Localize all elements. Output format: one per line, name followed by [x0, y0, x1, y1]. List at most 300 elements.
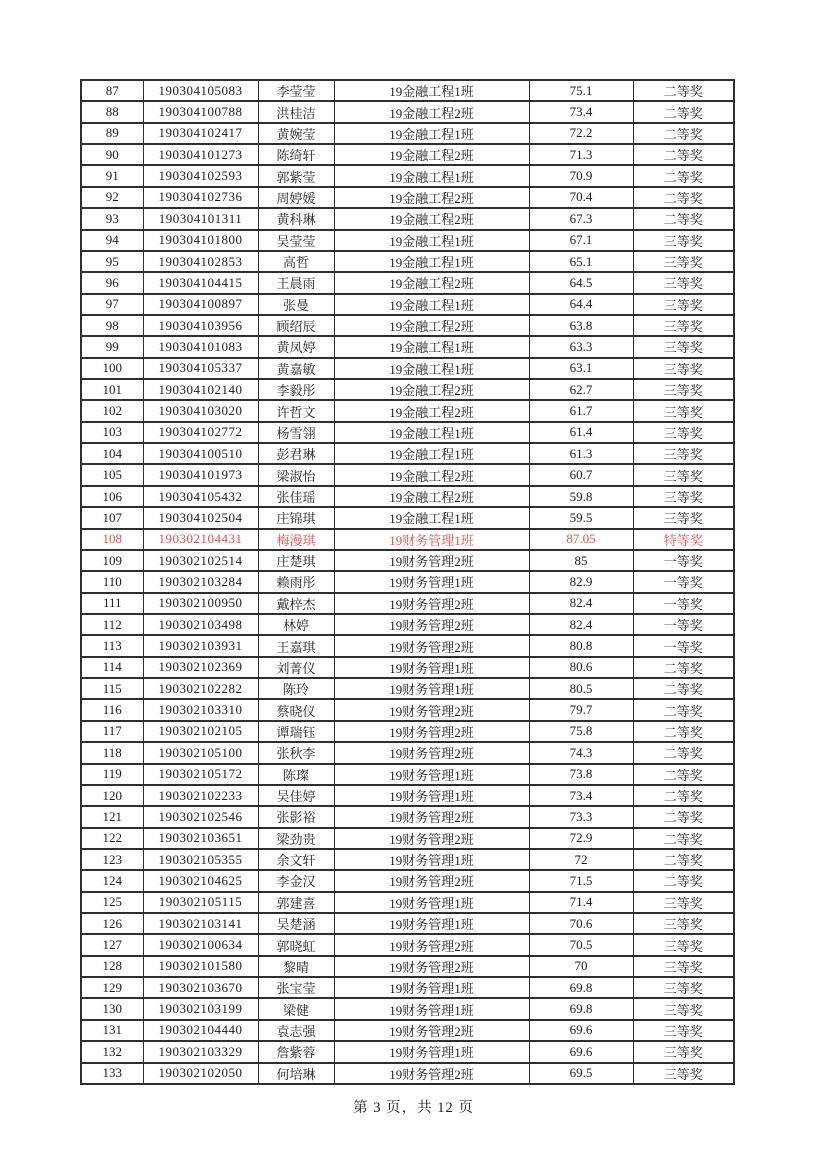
- cell-score: 70.9: [529, 165, 633, 186]
- cell-student-id: 190304102772: [143, 422, 258, 443]
- cell-class-name: 19财务管理1班: [334, 977, 529, 998]
- cell-score: 80.8: [529, 635, 633, 656]
- cell-rank: 133: [81, 1063, 143, 1084]
- cell-rank: 107: [81, 507, 143, 528]
- cell-student-id: 190302103498: [143, 614, 258, 635]
- cell-student-id: 190302102233: [143, 785, 258, 806]
- table-row: [81, 678, 734, 699]
- cell-award: 二等奖: [633, 678, 734, 699]
- cell-name: 王晨雨: [258, 272, 334, 293]
- cell-student-id: 190302103651: [143, 828, 258, 849]
- table-row: [81, 208, 734, 229]
- cell-class-name: 19财务管理1班: [334, 1041, 529, 1062]
- cell-student-id: 190302105172: [143, 764, 258, 785]
- cell-rank: 117: [81, 721, 143, 742]
- cell-name: 王嘉琪: [258, 635, 334, 656]
- cell-student-id: 190304102853: [143, 251, 258, 272]
- table-body: [81, 80, 734, 1084]
- cell-student-id: 190304101083: [143, 336, 258, 357]
- cell-name: 袁志强: [258, 1020, 334, 1041]
- cell-award: 三等奖: [633, 272, 734, 293]
- cell-name: 詹紫蓉: [258, 1041, 334, 1062]
- cell-award: 一等奖: [633, 593, 734, 614]
- cell-score: 69.8: [529, 998, 633, 1019]
- table-row: [81, 657, 734, 678]
- cell-award: 一等奖: [633, 550, 734, 571]
- table-row: [81, 165, 734, 186]
- cell-class-name: 19金融工程1班: [334, 123, 529, 144]
- cell-rank: 101: [81, 379, 143, 400]
- table-row: [81, 315, 734, 336]
- cell-score: 74.3: [529, 742, 633, 763]
- cell-student-id: 190304102736: [143, 187, 258, 208]
- cell-rank: 93: [81, 208, 143, 229]
- cell-name: 何培琳: [258, 1063, 334, 1084]
- cell-class-name: 19金融工程2班: [334, 400, 529, 421]
- cell-class-name: 19财务管理1班: [334, 849, 529, 870]
- cell-award: 二等奖: [633, 123, 734, 144]
- cell-student-id: 190302102369: [143, 657, 258, 678]
- cell-award: 三等奖: [633, 1063, 734, 1084]
- cell-rank: 114: [81, 657, 143, 678]
- cell-name: 郭紫莹: [258, 165, 334, 186]
- cell-class-name: 19财务管理1班: [334, 571, 529, 592]
- cell-name: 郭建喜: [258, 892, 334, 913]
- cell-student-id: 190302104431: [143, 529, 258, 550]
- cell-class-name: 19财务管理2班: [334, 828, 529, 849]
- cell-student-id: 190304100788: [143, 101, 258, 122]
- cell-score: 79.7: [529, 699, 633, 720]
- cell-award: 三等奖: [633, 443, 734, 464]
- table-row: [81, 742, 734, 763]
- table-row: [81, 870, 734, 891]
- cell-score: 64.5: [529, 272, 633, 293]
- table-row: [81, 721, 734, 742]
- table-row: [81, 379, 734, 400]
- cell-student-id: 190304100897: [143, 294, 258, 315]
- cell-score: 82.9: [529, 571, 633, 592]
- cell-class-name: 19财务管理2班: [334, 593, 529, 614]
- cell-class-name: 19财务管理1班: [334, 785, 529, 806]
- cell-score: 72: [529, 849, 633, 870]
- table-row: [81, 849, 734, 870]
- cell-score: 70: [529, 956, 633, 977]
- cell-class-name: 19金融工程1班: [334, 251, 529, 272]
- cell-name: 许哲文: [258, 400, 334, 421]
- cell-award: 二等奖: [633, 699, 734, 720]
- table-row: [81, 144, 734, 165]
- table-row: [81, 1020, 734, 1041]
- cell-student-id: 190304101311: [143, 208, 258, 229]
- cell-student-id: 190302100634: [143, 934, 258, 955]
- cell-class-name: 19财务管理2班: [334, 635, 529, 656]
- cell-name: 梅漫琪: [258, 529, 334, 550]
- cell-rank: 109: [81, 550, 143, 571]
- cell-name: 吴楚涵: [258, 913, 334, 934]
- cell-student-id: 190302104625: [143, 870, 258, 891]
- table-row: [81, 828, 734, 849]
- table-row: [81, 892, 734, 913]
- cell-rank: 122: [81, 828, 143, 849]
- cell-award: 三等奖: [633, 422, 734, 443]
- cell-award: 二等奖: [633, 208, 734, 229]
- table-row: [81, 336, 734, 357]
- cell-name: 吴佳婷: [258, 785, 334, 806]
- table-row: [81, 699, 734, 720]
- cell-rank: 100: [81, 358, 143, 379]
- cell-rank: 119: [81, 764, 143, 785]
- table-row: [81, 785, 734, 806]
- cell-name: 李莹莹: [258, 80, 334, 101]
- cell-student-id: 190304101273: [143, 144, 258, 165]
- cell-score: 82.4: [529, 614, 633, 635]
- table-row: [81, 913, 734, 934]
- cell-rank: 126: [81, 913, 143, 934]
- cell-award: 二等奖: [633, 764, 734, 785]
- cell-rank: 112: [81, 614, 143, 635]
- cell-rank: 94: [81, 230, 143, 251]
- cell-award: 二等奖: [633, 165, 734, 186]
- cell-award: 三等奖: [633, 913, 734, 934]
- cell-class-name: 19财务管理2班: [334, 806, 529, 827]
- cell-score: 71.3: [529, 144, 633, 165]
- cell-class-name: 19财务管理1班: [334, 764, 529, 785]
- cell-award: 三等奖: [633, 1020, 734, 1041]
- cell-class-name: 19财务管理1班: [334, 657, 529, 678]
- cell-award: 三等奖: [633, 251, 734, 272]
- cell-score: 80.6: [529, 657, 633, 678]
- cell-rank: 128: [81, 956, 143, 977]
- cell-name: 梁健: [258, 998, 334, 1019]
- cell-student-id: 190304105432: [143, 486, 258, 507]
- cell-rank: 123: [81, 849, 143, 870]
- table-row: [81, 486, 734, 507]
- cell-score: 61.4: [529, 422, 633, 443]
- cell-student-id: 190302103329: [143, 1041, 258, 1062]
- cell-score: 73.4: [529, 101, 633, 122]
- table-row: [81, 593, 734, 614]
- cell-award: 三等奖: [633, 230, 734, 251]
- page-footer: 第 3 页，共 12 页: [353, 1100, 474, 1116]
- cell-rank: 125: [81, 892, 143, 913]
- cell-award: 二等奖: [633, 870, 734, 891]
- cell-rank: 105: [81, 464, 143, 485]
- table-row: [81, 571, 734, 592]
- cell-name: 张影裕: [258, 806, 334, 827]
- cell-rank: 106: [81, 486, 143, 507]
- cell-name: 黄嘉敏: [258, 358, 334, 379]
- cell-class-name: 19财务管理2班: [334, 721, 529, 742]
- cell-student-id: 190302102546: [143, 806, 258, 827]
- cell-class-name: 19财务管理1班: [334, 892, 529, 913]
- cell-score: 62.7: [529, 379, 633, 400]
- cell-award: 一等奖: [633, 635, 734, 656]
- cell-name: 杨雪翎: [258, 422, 334, 443]
- cell-rank: 111: [81, 593, 143, 614]
- cell-name: 张秋李: [258, 742, 334, 763]
- cell-score: 71.5: [529, 870, 633, 891]
- cell-score: 72.2: [529, 123, 633, 144]
- cell-score: 63.8: [529, 315, 633, 336]
- cell-class-name: 19财务管理2班: [334, 614, 529, 635]
- cell-score: 60.7: [529, 464, 633, 485]
- cell-class-name: 19金融工程2班: [334, 379, 529, 400]
- cell-name: 黄凤婷: [258, 336, 334, 357]
- cell-award: 三等奖: [633, 315, 734, 336]
- cell-score: 75.1: [529, 80, 633, 101]
- cell-rank: 92: [81, 187, 143, 208]
- cell-student-id: 190302102282: [143, 678, 258, 699]
- cell-rank: 118: [81, 742, 143, 763]
- cell-name: 庄楚琪: [258, 550, 334, 571]
- cell-name: 戴梓杰: [258, 593, 334, 614]
- cell-award: 三等奖: [633, 934, 734, 955]
- cell-score: 61.3: [529, 443, 633, 464]
- cell-student-id: 190302105355: [143, 849, 258, 870]
- table-row: [81, 1041, 734, 1062]
- table-row: [81, 956, 734, 977]
- cell-score: 69.6: [529, 1020, 633, 1041]
- cell-score: 65.1: [529, 251, 633, 272]
- cell-award: 三等奖: [633, 486, 734, 507]
- cell-class-name: 19财务管理1班: [334, 998, 529, 1019]
- cell-name: 李金汉: [258, 870, 334, 891]
- table-row: [81, 464, 734, 485]
- cell-rank: 99: [81, 336, 143, 357]
- cell-rank: 129: [81, 977, 143, 998]
- cell-student-id: 190304105083: [143, 80, 258, 101]
- table-row: [81, 251, 734, 272]
- cell-class-name: 19金融工程1班: [334, 294, 529, 315]
- cell-award: 二等奖: [633, 101, 734, 122]
- cell-award: 三等奖: [633, 400, 734, 421]
- cell-student-id: 190304105337: [143, 358, 258, 379]
- cell-name: 余文轩: [258, 849, 334, 870]
- cell-score: 80.5: [529, 678, 633, 699]
- cell-name: 郭晓虹: [258, 934, 334, 955]
- cell-score: 73.8: [529, 764, 633, 785]
- table-row: [81, 80, 734, 101]
- cell-score: 71.4: [529, 892, 633, 913]
- cell-score: 63.1: [529, 358, 633, 379]
- cell-student-id: 190302101580: [143, 956, 258, 977]
- cell-score: 73.3: [529, 806, 633, 827]
- cell-score: 72.9: [529, 828, 633, 849]
- cell-name: 李毅彤: [258, 379, 334, 400]
- cell-rank: 110: [81, 571, 143, 592]
- cell-award: 二等奖: [633, 721, 734, 742]
- cell-class-name: 19财务管理2班: [334, 550, 529, 571]
- cell-award: 二等奖: [633, 187, 734, 208]
- cell-name: 陈璨: [258, 764, 334, 785]
- cell-class-name: 19金融工程2班: [334, 486, 529, 507]
- cell-class-name: 19金融工程2班: [334, 208, 529, 229]
- cell-class-name: 19金融工程1班: [334, 422, 529, 443]
- cell-rank: 108: [81, 529, 143, 550]
- cell-rank: 131: [81, 1020, 143, 1041]
- table-row: [81, 635, 734, 656]
- cell-score: 63.3: [529, 336, 633, 357]
- cell-score: 85: [529, 550, 633, 571]
- table-row: [81, 294, 734, 315]
- table-row: [81, 230, 734, 251]
- table-row: [81, 764, 734, 785]
- cell-rank: 116: [81, 699, 143, 720]
- table-row: [81, 400, 734, 421]
- cell-rank: 132: [81, 1041, 143, 1062]
- cell-class-name: 19金融工程2班: [334, 101, 529, 122]
- cell-class-name: 19金融工程2班: [334, 272, 529, 293]
- cell-award: 二等奖: [633, 806, 734, 827]
- cell-class-name: 19金融工程1班: [334, 507, 529, 528]
- cell-name: 陈绮轩: [258, 144, 334, 165]
- cell-rank: 88: [81, 101, 143, 122]
- cell-name: 庄锦琪: [258, 507, 334, 528]
- cell-student-id: 190302105100: [143, 742, 258, 763]
- cell-student-id: 190304104415: [143, 272, 258, 293]
- cell-rank: 115: [81, 678, 143, 699]
- cell-name: 蔡晓仪: [258, 699, 334, 720]
- cell-student-id: 190302102050: [143, 1063, 258, 1084]
- cell-award: 三等奖: [633, 998, 734, 1019]
- cell-rank: 89: [81, 123, 143, 144]
- cell-student-id: 190304103020: [143, 400, 258, 421]
- cell-class-name: 19财务管理2班: [334, 956, 529, 977]
- table-row: [81, 998, 734, 1019]
- cell-rank: 91: [81, 165, 143, 186]
- cell-class-name: 19金融工程2班: [334, 187, 529, 208]
- table-row: [81, 550, 734, 571]
- cell-student-id: 190304102504: [143, 507, 258, 528]
- cell-rank: 104: [81, 443, 143, 464]
- cell-name: 周婷媛: [258, 187, 334, 208]
- cell-score: 59.8: [529, 486, 633, 507]
- cell-student-id: 190302103670: [143, 977, 258, 998]
- cell-award: 三等奖: [633, 956, 734, 977]
- cell-name: 张宝莹: [258, 977, 334, 998]
- table-row: [81, 422, 734, 443]
- table-row: [81, 507, 734, 528]
- cell-name: 顾绍辰: [258, 315, 334, 336]
- table-row: [81, 934, 734, 955]
- cell-class-name: 19财务管理1班: [334, 678, 529, 699]
- cell-class-name: 19金融工程2班: [334, 144, 529, 165]
- table-row: [81, 614, 734, 635]
- cell-award: 二等奖: [633, 849, 734, 870]
- cell-name: 谭瑞钰: [258, 721, 334, 742]
- cell-student-id: 190304102417: [143, 123, 258, 144]
- cell-student-id: 190302105115: [143, 892, 258, 913]
- table-row: [81, 272, 734, 293]
- table-row: [81, 977, 734, 998]
- cell-award: 二等奖: [633, 144, 734, 165]
- cell-score: 69.6: [529, 1041, 633, 1062]
- cell-score: 82.4: [529, 593, 633, 614]
- cell-rank: 124: [81, 870, 143, 891]
- cell-class-name: 19财务管理2班: [334, 742, 529, 763]
- cell-rank: 87: [81, 80, 143, 101]
- cell-rank: 127: [81, 934, 143, 955]
- cell-rank: 90: [81, 144, 143, 165]
- cell-award: 三等奖: [633, 294, 734, 315]
- cell-rank: 102: [81, 400, 143, 421]
- cell-award: 二等奖: [633, 80, 734, 101]
- cell-student-id: 190302102514: [143, 550, 258, 571]
- table-row: [81, 358, 734, 379]
- cell-score: 61.7: [529, 400, 633, 421]
- cell-rank: 98: [81, 315, 143, 336]
- cell-score: 67.3: [529, 208, 633, 229]
- cell-rank: 97: [81, 294, 143, 315]
- cell-rank: 121: [81, 806, 143, 827]
- cell-award: 二等奖: [633, 785, 734, 806]
- cell-class-name: 19金融工程1班: [334, 80, 529, 101]
- cell-student-id: 190304101973: [143, 464, 258, 485]
- cell-name: 高哲: [258, 251, 334, 272]
- cell-student-id: 190302103141: [143, 913, 258, 934]
- cell-rank: 96: [81, 272, 143, 293]
- cell-score: 70.4: [529, 187, 633, 208]
- cell-award: 三等奖: [633, 379, 734, 400]
- table-row: [81, 443, 734, 464]
- cell-award: 二等奖: [633, 742, 734, 763]
- cell-score: 64.4: [529, 294, 633, 315]
- table-row: [81, 529, 734, 550]
- cell-name: 梁淑怡: [258, 464, 334, 485]
- cell-student-id: 190302103199: [143, 998, 258, 1019]
- cell-award: 一等奖: [633, 614, 734, 635]
- cell-award: 三等奖: [633, 892, 734, 913]
- cell-award: 三等奖: [633, 977, 734, 998]
- cell-class-name: 19金融工程2班: [334, 464, 529, 485]
- table-row: [81, 101, 734, 122]
- cell-award: 三等奖: [633, 358, 734, 379]
- cell-class-name: 19财务管理2班: [334, 870, 529, 891]
- cell-score: 69.5: [529, 1063, 633, 1084]
- cell-rank: 95: [81, 251, 143, 272]
- cell-score: 70.5: [529, 934, 633, 955]
- cell-class-name: 19财务管理1班: [334, 529, 529, 550]
- cell-class-name: 19金融工程1班: [334, 336, 529, 357]
- cell-student-id: 190302104440: [143, 1020, 258, 1041]
- cell-score: 70.6: [529, 913, 633, 934]
- cell-score: 59.5: [529, 507, 633, 528]
- cell-student-id: 190304100510: [143, 443, 258, 464]
- cell-class-name: 19财务管理2班: [334, 1020, 529, 1041]
- cell-class-name: 19财务管理2班: [334, 1063, 529, 1084]
- cell-class-name: 19财务管理2班: [334, 934, 529, 955]
- cell-class-name: 19财务管理1班: [334, 913, 529, 934]
- cell-award: 三等奖: [633, 464, 734, 485]
- cell-award: 三等奖: [633, 1041, 734, 1062]
- cell-name: 刘菁仪: [258, 657, 334, 678]
- cell-student-id: 190304102140: [143, 379, 258, 400]
- cell-score: 67.1: [529, 230, 633, 251]
- cell-award: 特等奖: [633, 529, 734, 550]
- cell-rank: 130: [81, 998, 143, 1019]
- cell-name: 黎晴: [258, 956, 334, 977]
- cell-score: 69.8: [529, 977, 633, 998]
- cell-class-name: 19财务管理2班: [334, 699, 529, 720]
- cell-class-name: 19金融工程1班: [334, 165, 529, 186]
- cell-student-id: 190304102593: [143, 165, 258, 186]
- cell-name: 吴莹莹: [258, 230, 334, 251]
- cell-student-id: 190302102105: [143, 721, 258, 742]
- cell-name: 黄婉莹: [258, 123, 334, 144]
- cell-name: 林婷: [258, 614, 334, 635]
- cell-student-id: 190302100950: [143, 593, 258, 614]
- table-row: [81, 187, 734, 208]
